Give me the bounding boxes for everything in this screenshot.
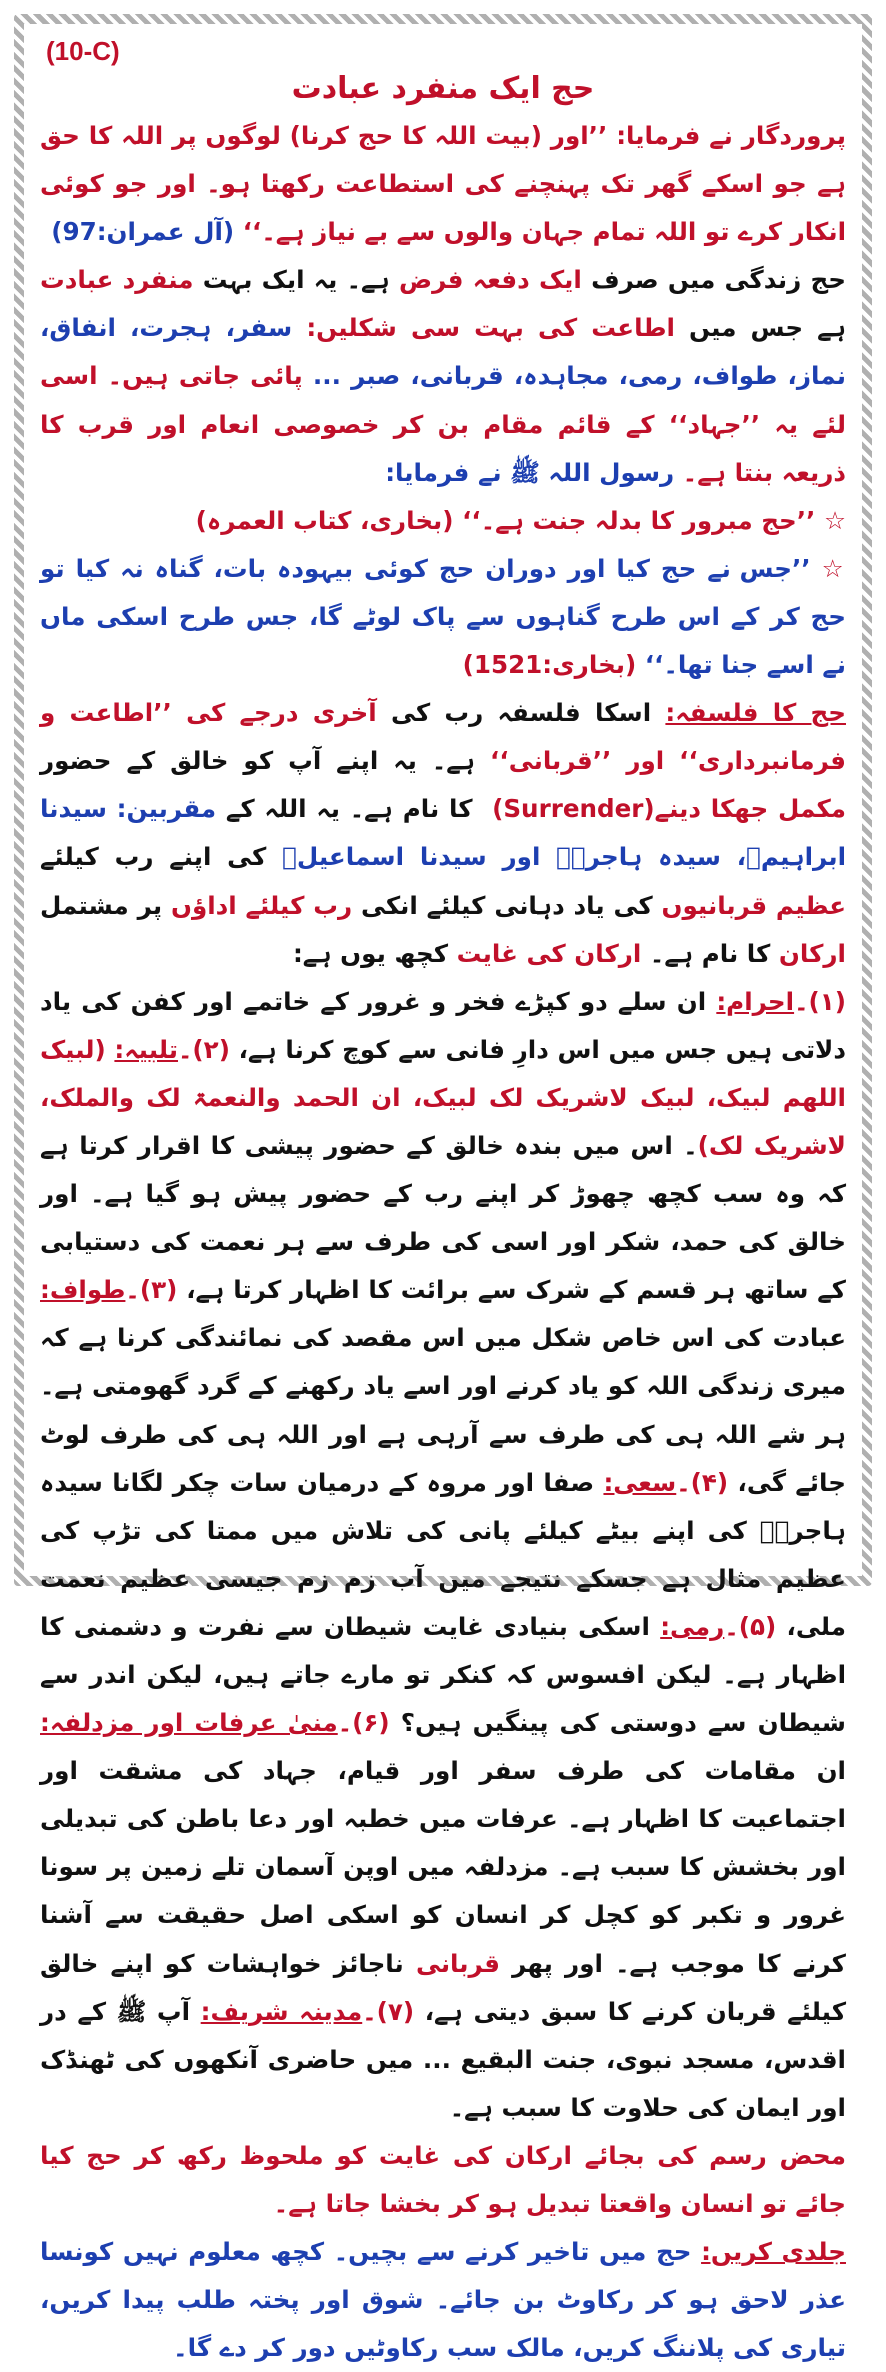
pillar-number-4: (۴)۔ (676, 1467, 738, 1497)
paragraph-pillars (40, 978, 846, 2132)
pillar-label-rami: رمی: (660, 1611, 725, 1641)
pillar-number-7: (۷)۔ (362, 1996, 425, 2026)
paragraph-philosophy (40, 689, 846, 978)
pillar-text-sai: صفا اور مروہ کے درمیان سات چکر لگانا سیدہ ہاجرہؑ کی اپنے بیٹے کیلئے پانی کی تلاش میں ممتا کی تڑپ کی عظیم مثال ہے جسکے نتیجے میں آب زم زم جیسی عظیم نعمت ملی، (40, 1467, 846, 1641)
intro-text-2: ہے۔ یہ ایک بہت (193, 265, 400, 295)
paragraph-hurry (40, 2228, 846, 2372)
pillar-text-rami: اسکی بنیادی غایت شیطان سے نفرت و دشمنی کا اظہار ہے۔ لیکن افسوس کہ کنکر تو مارے جاتے ہیں، لیکن اندر سے شیطان سے دوستی کی پینگیں ہیں؟ (40, 1611, 846, 1738)
philosophy-highlight-1: آخری درجے کی ’’اطاعت و فرمانبرداری‘‘ اور ’’قربانی‘‘ (40, 698, 847, 776)
star-icon: ☆ (821, 553, 847, 583)
philosophy-text-2: ہے۔ یہ اپنے آپ کو خالق کے حضور (40, 746, 491, 776)
intro-forms-list: سفر، ہجرت، انفاق، نماز، طواف، رمی، مجاہدہ، قربانی، صبر ... (40, 313, 846, 391)
philosophy-text-6: پر مشتمل (40, 890, 171, 920)
philosophy-heading: حج کا فلسفہ: (665, 698, 846, 728)
hadith-1-reference: (بخاری، کتاب العمرہ) (195, 505, 454, 535)
article-body (34, 112, 852, 2372)
intro-jihad-text: پائی جاتی ہیں۔ اسی لئے یہ ’’جہاد‘‘ کے قائم مقام بن کر خصوصی انعام اور قرب کا ذریعہ بنتا ہے۔ (40, 361, 846, 487)
dotted-frame (14, 14, 872, 2363)
hadith-2 (40, 545, 846, 689)
pillar-number-5: (۵)۔ (724, 1611, 787, 1641)
philosophy-muqarrabin: مقربین: سیدنا ابراہیمؑ، سیدہ ہاجرہؑ اور سیدنا اسماعیلؑ (40, 794, 847, 872)
page-badge: (10-C) (46, 36, 120, 66)
pillar-label-sai: سعی: (603, 1467, 677, 1497)
pillar-text-madinah: آپ ﷺ کے در اقدس، مسجد نبوی، جنت البقیع ... میں حاضری آنکھوں کی ٹھنڈک اور ایمان کی حلاوت کا سبب ہے۔ (40, 1996, 846, 2122)
hadith-2-reference: (بخاری:1521) (462, 650, 637, 680)
pillar-text-talbiyah: ۔ اس میں بندہ خالق کے حضور پیشی کا اقرار کرتا ہے کہ وہ سب کچھ چھوڑ کر اپنے رب کے حضور پیش ہو گیا ہے۔ اور خالق کی حمد، شکر اور اسی کی طرف سے ہر نعمت کی دستیابی کے ساتھ ہر قسم کے شرک سے برائت کا اظہار کرتا ہے، (40, 1130, 846, 1305)
hadith-2-text: ’’جس نے حج کیا اور دوران حج کوئی بیہودہ بات، گناہ نہ کیا تو حج کر کے اس طرح گناہوں سے پاک لوٹے گا، جس طرح اسکی ماں نے اسے جنا تھا۔‘‘ (40, 553, 846, 680)
philosophy-text-7: کا نام ہے۔ (641, 938, 779, 968)
verse-reference: (آل عمران:97) (51, 217, 235, 247)
intro-text-1: حج زندگی میں صرف (581, 265, 846, 295)
intro-highlight-1: ایک دفعہ فرض (399, 265, 582, 295)
pillar-text-tawaf: عبادت کی اس خاص شکل میں اس مقصد کی نمائندگی کرنا ہے کہ میری زندگی اللہ کو یاد کرنے اور اسے یاد رکھنے کے گرد گھومتی ہے۔ ہر شے اللہ ہی کی طرف سے آرہی ہے اور اللہ ہی کی طرف لوٹ جائے گی، (40, 1323, 846, 1497)
pillar-label-ihram: احرام: (716, 986, 795, 1016)
philosophy-highlight-3: عظیم قربانیوں (661, 890, 846, 920)
philosophy-highlight-6: ارکان کی غایت (456, 938, 642, 968)
hadith-1 (40, 497, 846, 545)
intro-highlight-2: منفرد عبادت (40, 265, 194, 295)
philosophy-text-3: کا نام ہے۔ یہ اللہ کے (216, 794, 483, 824)
star-icon: ☆ (823, 505, 846, 535)
pillar-highlight-qurbani: قربانی (415, 1948, 500, 1978)
philosophy-text-1: اسکا فلسفہ رب کی (376, 698, 666, 728)
pillar-number-1: (۱)۔ (794, 986, 846, 1016)
pillar-label-mina-arafat: منیٰ عرفات اور مزدلفہ: (40, 1708, 338, 1738)
pillar-number-6: (۶)۔ (337, 1708, 401, 1738)
pillar-label-talbiyah: تلبیہ: (114, 1034, 179, 1064)
paragraph-conclusion: محض رسم کی بجائے ارکان کی غایت کو ملحوظ رکھ کر حج کیا جائے تو انسان واقعتا تبدیل ہو کر بخشا جاتا ہے۔ (40, 2140, 846, 2219)
pillar-label-tawaf: طواف: (40, 1275, 126, 1305)
philosophy-highlight-4: رب کیلئے اداؤں (170, 890, 353, 920)
philosophy-text-4: کی اپنے رب کیلئے (40, 842, 283, 872)
philosophy-highlight-5: ارکان (778, 938, 846, 968)
philosophy-text-5: کی یاد دہانی کیلئے انکی (352, 890, 662, 920)
paragraph-quran-verse (40, 112, 846, 256)
philosophy-surrender: (Surrender) (482, 794, 655, 824)
pillar-number-2: (۲)۔ (178, 1034, 239, 1064)
verse-text: پروردگار نے فرمایا: ’’اور (بیت اللہ کا حج کرنا) لوگوں پر اللہ کا حق ہے جو اسکے گھر تک پہنچنے کی استطاعت رکھتا ہو۔ اور جو کوئی انکار کرے تو اللہ تمام جہان والوں سے بے نیاز ہے۔‘‘ (40, 121, 846, 247)
content-area (34, 32, 852, 2363)
hadith-1-text: ’’حج مبرور کا بدلہ جنت ہے۔‘‘ (462, 505, 816, 535)
pillar-number-3: (۳)۔ (125, 1275, 187, 1305)
page-title: حج ایک منفرد عبادت (291, 71, 595, 106)
philosophy-text-8: کچھ یوں ہے: (292, 938, 457, 968)
intro-text-3: ہے جس میں (674, 313, 846, 343)
intro-highlight-3: اطاعت کی بہت سی شکلیں: (306, 313, 675, 343)
pillar-label-madinah: مدینہ شریف: (200, 1996, 363, 2026)
pillar-text-ihram: ان سلے دو کپڑے فخر و غرور کے خاتمے اور کفن کی یاد دلاتی ہیں جس میں اس دارِ فانی سے کوچ کرنا ہے، (40, 986, 846, 1064)
hurry-heading: جلدی کریں: (701, 2237, 846, 2267)
intro-prophet-said: رسول اللہ ﷺ نے فرمایا: (385, 457, 683, 487)
pillar-talbiyah-words: (لبیک اللھم لبیک، لبیک لاشریک لک لبیک، ان الحمد والنعمۃ لک والملک، لاشریک لک) (40, 1034, 846, 1160)
pillar-text-mina-arafat: ان مقامات کی طرف سفر اور قیام، جہاد کی مشقت اور اجتماعیت کا اظہار ہے۔ عرفات میں خطبہ اور دعا باطن کی تبدیلی اور بخشش کا سبب ہے۔ مزدلفہ میں اوپن آسمان تلے زمین پر سونا غرور و تکبر کو کچل کر انسان کو اسکی اصل حقیقت سے آشنا کرنے کا موجب ہے۔ اور پھر (40, 1756, 846, 1978)
philosophy-highlight-2: مکمل جھکا دینے (654, 794, 846, 824)
pillar-text-qurbani: ناجائز خواہشات کو اپنے خالق کیلئے قربان کرنے کا سبق دیتی ہے، (40, 1948, 846, 2026)
hurry-text: حج میں تاخیر کرنے سے بچیں۔ کچھ معلوم نہیں کونسا عذر لاحق ہو کر رکاوٹ بن جائے۔ شوق اور پختہ طلب پیدا کریں، تیاری کی پلاننگ کریں، مالک سب رکاوٹیں دور کر دے گا۔ (40, 2237, 846, 2363)
paragraph-intro (40, 256, 846, 496)
